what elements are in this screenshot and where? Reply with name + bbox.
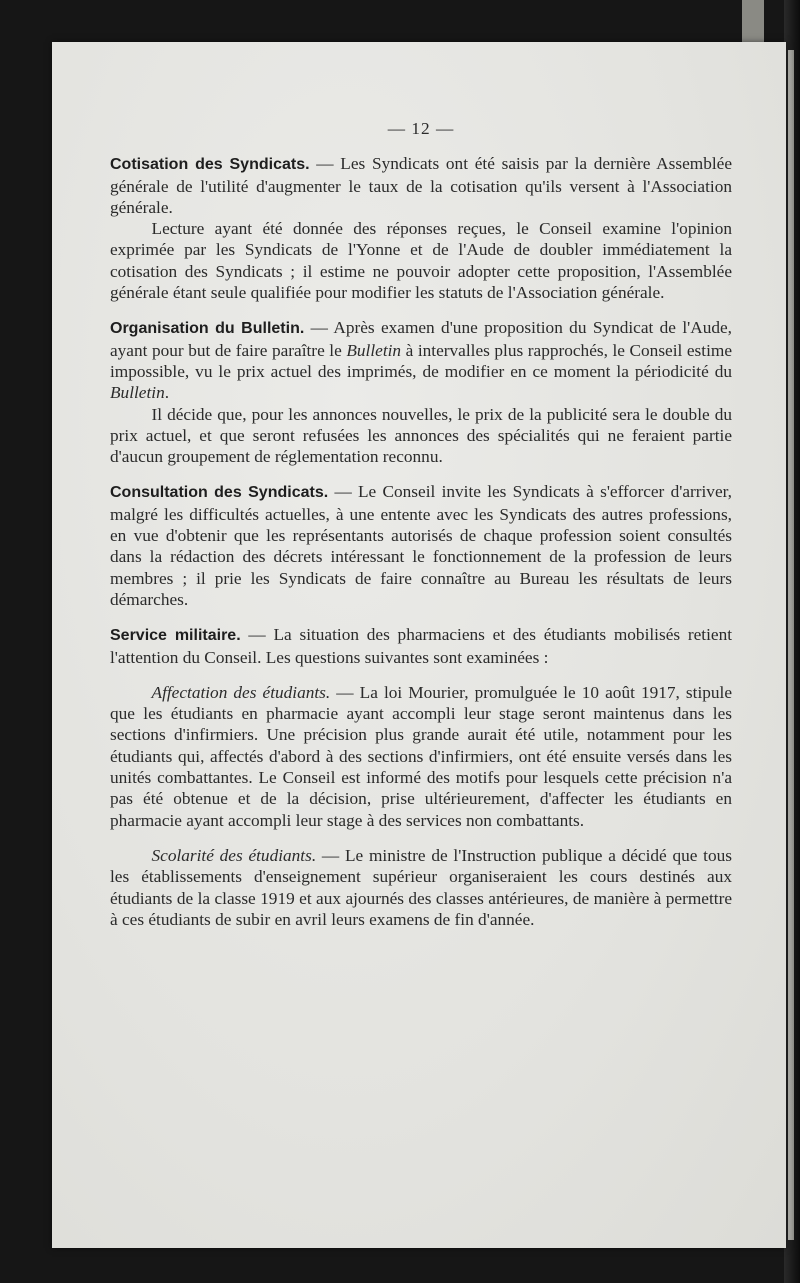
section-bulletin xyxy=(110,317,732,467)
paragraph xyxy=(110,845,732,930)
page-text xyxy=(110,118,732,930)
paragraph-text: — Le Conseil invite les Syndicats à s'efforcer d'arriver, malgré les difficultés actuelles, à une entente avec les Syndicats des autres professions, en vue d'obtenir que les représentants autorisés de chaque profession soient consultés dans la rédaction des décrets intéressant le fonctionnement de la profession de leurs membres ; il prie les Syndicats de faire connaître au Bureau les résultats de leurs démarches. xyxy=(110,482,732,609)
paragraph-text: — Les Syndicats ont été saisis par la dernière Assemblée générale de l'utilité d'augmenter le taux de la cotisation qu'ils versent à l'Association générale. xyxy=(110,154,732,217)
paragraph xyxy=(110,624,732,668)
subsection-heading: Scolarité des étudiants. xyxy=(151,845,317,865)
section-heading: Consultation des Syndicats. xyxy=(110,484,329,502)
section-cotisation xyxy=(110,153,732,303)
paragraph: Lecture ayant été donnée des réponses reçues, le Conseil examine l'opinion exprimée par les Syndicats de l'Yonne et de l'Aude de doubler immédiatement la cotisation des Syndicats ; il estime ne pouvoir adopter cette proposition, l'Assemblée générale étant seule qualifiée pour modifier les statuts de l'Association générale. xyxy=(110,219,732,303)
paragraph xyxy=(110,481,732,610)
paragraph xyxy=(110,682,732,831)
page-number: — 12 — xyxy=(387,119,455,138)
paragraph-text: — Après examen d'une proposition du Syndicat de l'Aude, ayant pour but de faire paraître le Bulletin à intervalles plus rapprochés, le Conseil estime impossible, vu le prix actuel des imprimés, de modifier en ce moment la périodicité du Bulletin. xyxy=(110,318,732,403)
paragraph-text: — La situation des pharmaciens et des étudiants mobilisés retient l'attention du Conseil. Les questions suivantes sont examinées : xyxy=(110,625,733,667)
subsection-heading: Affectation des étudiants. xyxy=(151,682,331,702)
scan-edge-right xyxy=(784,0,800,1283)
paragraph-text: — Le ministre de l'Instruction publique a décidé que tous les établissements d'enseignement supérieur organiseraient les cours destinés aux étudiants de la classe 1919 et aux ajournés des classes antérieures, de manière à permettre à ces étudiants de subir en avril leurs examens de fin d'année. xyxy=(110,845,732,929)
section-service-militaire xyxy=(110,624,732,668)
paragraph xyxy=(110,153,732,218)
section-consultation xyxy=(110,481,732,610)
section-affectation xyxy=(110,682,732,831)
section-heading: Cotisation des Syndicats. xyxy=(110,156,310,174)
section-heading: Organisation du Bulletin. xyxy=(110,320,305,338)
section-scolarite xyxy=(110,845,732,930)
paragraph: Il décide que, pour les annonces nouvelles, le prix de la publicité sera le double du prix actuel, et que seront refusées les annonces des spécialités qui ne feraient partie d'aucun groupement de réglementation reconnu. xyxy=(110,404,732,467)
paragraph xyxy=(110,317,732,403)
scan-edge-top xyxy=(742,0,764,44)
bulletin-title: Bulletin xyxy=(110,383,165,403)
paragraph-text: — La loi Mourier, promulguée le 10 août 1917, stipule que les étudiants en pharmacie ayant accompli leur stage seront maintenus dans les sections d'infirmiers. Une précision plus grande aurait été utile, notamment pour les étudiants qui, affectés d'abord à des sections d'infirmiers, ont été ensuite versés dans les unités combattantes. Le Conseil est informé des motifs pour lesquels cette précision n'a pas été obtenue et de la décision, prise ultérieurement, d'affecter les étudiants en pharmacie ayant accompli leur stage à des services non combattants. xyxy=(110,682,732,830)
bulletin-title: Bulletin xyxy=(346,340,402,360)
section-heading: Service militaire. xyxy=(110,627,241,645)
